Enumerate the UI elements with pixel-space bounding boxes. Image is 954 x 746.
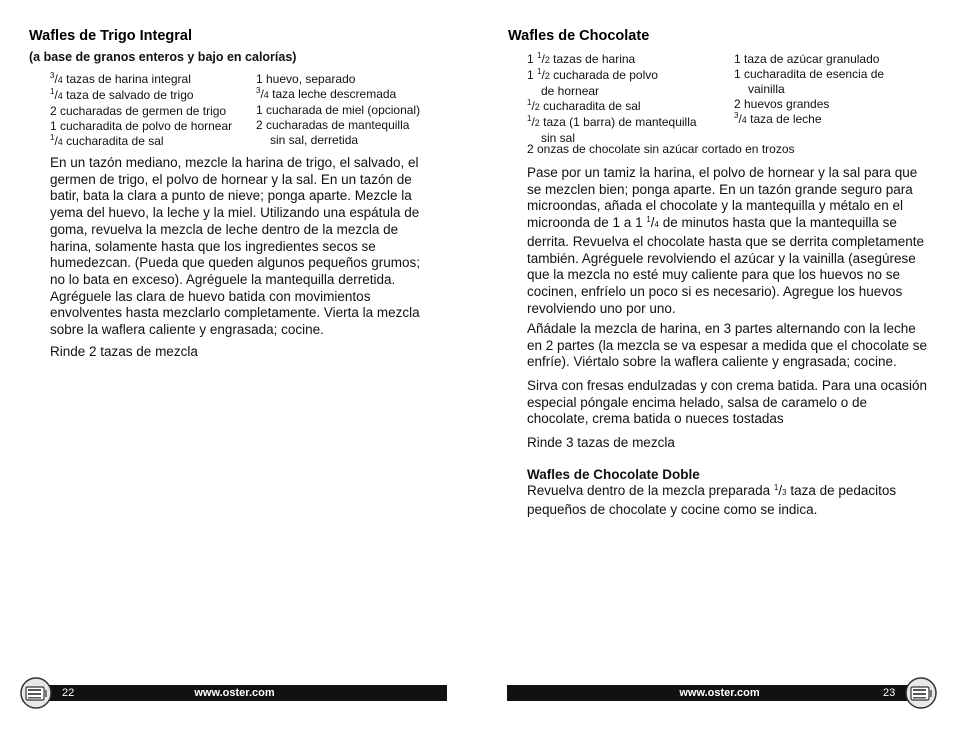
ingredient-text: taza leche descremada [268, 87, 397, 101]
page-number: 22 [62, 687, 75, 699]
ingredient-line [256, 133, 420, 148]
ingredient-line [256, 118, 420, 133]
instructions-paragraph-2: Añádale la mezcla de harina, en 3 partes alternando con la leche en 2 partes (la mezcla se va espesar a medida que el chocolate se enfríe). Viértalo sobre la waflera caliente y engrasada; cocine. [527, 321, 927, 370]
ingredient-line: 2 onzas de chocolate sin azúcar cortado en trozos [527, 142, 795, 156]
ingredient-line [734, 82, 884, 97]
ingredient-whole: 1 [527, 52, 538, 66]
ingredient-text: 1 cucharada de miel (opcional) [256, 103, 421, 117]
ingredient-text: tazas de harina integral [62, 72, 191, 86]
ingredient-line: $^3$/4 tazas de harina integral [50, 71, 191, 86]
right-page [477, 0, 954, 746]
ingredient-chocolate [527, 142, 795, 157]
ingredients-column-2 [256, 72, 420, 148]
ingredient-line: $^1$/2 cucharadita de sal [527, 98, 641, 113]
fraction-numerator: 3 [256, 86, 261, 95]
ingredient-line [734, 52, 884, 67]
yield-text: Rinde 2 tazas de mezcla [50, 344, 198, 359]
footer-bar [22, 685, 447, 701]
ingredient-text: 1 cucharadita de esencia de [734, 67, 885, 81]
ingredient-text: 1 cucharadita de polvo de hornear [50, 119, 233, 133]
ingredient-text: 2 huevos grandes [734, 97, 830, 111]
variation-text-a: Revuelva dentro de la mezcla preparada [527, 483, 774, 498]
footer-bar [507, 685, 932, 701]
ingredient-line [734, 97, 884, 112]
ingredient-text: de hornear [541, 84, 600, 98]
fraction-denominator: 4 [654, 220, 659, 230]
fraction-numerator: 1 [50, 133, 55, 142]
ingredient-line: $^3$/4 taza de leche [734, 111, 822, 126]
fraction-denominator: 2 [544, 71, 550, 81]
ingredient-text: 2 cucharadas de mantequilla [256, 118, 410, 132]
ingredient-line [734, 67, 884, 82]
ingredient-text: taza (1 barra) de mantequilla [539, 115, 697, 129]
para1-text-a: Pase por un tamiz la harina, el polvo de hornear y la sal para que se mezclen bien; ponga aparte. En un tazón grande seguro para microondas, añada el chocolate y la mantequilla y métalo en el microonda de 1 a 1 [527, 165, 918, 231]
variation-text: Revuelva dentro de la mezcla preparada $^1$/3 taza de pedacitos pequeños de chocolate y cocine como se indica. [527, 483, 897, 517]
ingredient-text: cucharadita de sal [62, 134, 164, 148]
fraction-numerator: 1 [646, 215, 651, 225]
fraction-numerator: 1 [773, 483, 779, 492]
instructions-paragraph-1: Pase por un tamiz la harina, el polvo de hornear y la sal para que se mezclen bien; ponga aparte. En un tazón grande seguro para microondas, añada el chocolate y la mantequilla y métalo en el microonda de 1 a 1 $^1$/4 de minutos hasta que la mantequilla se derrita. Revuelva el chocolate hasta que se derrita completamente también. Agréguele revolviendo el azúcar y la vainilla (asegúrese que la mezcla no esté muy caliente para que los huevos no se cocinen, enfríelo un poco si es necesario). Agregue los huevos revolviendo uno por uno. [527, 165, 924, 316]
fraction-numerator: 1 [537, 51, 542, 60]
recipe-title-whole-wheat: Wafles de Trigo Integral [29, 28, 193, 44]
fraction-denominator: 2 [544, 55, 550, 65]
ingredient-text: sin sal [541, 131, 576, 145]
ingredient-line [50, 119, 232, 134]
footer-url: www.oster.com [679, 687, 760, 699]
ingredient-text: cucharada de polvo [549, 68, 658, 82]
fraction-denominator: 3 [782, 488, 787, 497]
ingredient-text: tazas de harina [549, 52, 636, 66]
ingredient-text: vainilla [748, 82, 785, 96]
ingredients-column-1 [527, 52, 697, 146]
ingredient-line: $^1$/4 taza de salvado de trigo [50, 87, 194, 102]
recipe-subtitle: (a base de granos enteros y bajo en calorías) [29, 50, 297, 64]
ingredient-text: 2 cucharadas de germen de trigo [50, 104, 227, 118]
para1-text-b: de minutos hasta que la mantequilla se derrita. Revuelva el chocolate hasta que se derrita completamente también. Agréguele revolviendo el azúcar y la vainilla (asegúrese que la mezcla no esté muy caliente para que los huevos no se cocinen, enfríelo un poco si es necesario). Agregue los huevos revolviendo uno por uno. [527, 215, 924, 316]
ingredient-line [527, 84, 697, 99]
fraction-denominator: 2 [534, 102, 540, 112]
oster-logo-icon [20, 677, 52, 709]
instructions-paragraph: En un tazón mediano, mezcle la harina de trigo, el salvado, el germen de trigo, el polvo de hornear y la sal. En un tazón de batir, bata la clara a punto de nieve; ponga aparte. Mezcle la yema del huevo, la leche y la miel. Utilizando una espátula de goma, revuelva la mezcla de leche dentro de la mezcla de harina, solamente hasta que los ingredientes secos se humedezcan. (Pueda que queden algunos pequeños grumos; no lo bata en exceso). Agréguele la mantequilla derretida. Agréguele las clara de huevo batida con movimientos envolventes hasta mezclarlo completamente. Vierta la mezcla sobre la waflera caliente y engrasada; cocine. [50, 155, 421, 338]
recipe-title-chocolate: Wafles de Chocolate [508, 28, 650, 44]
footer-url: www.oster.com [194, 687, 275, 699]
variation-text-b: taza de pedacitos pequeños de chocolate y cocine como se indica. [527, 483, 897, 517]
ingredient-text: taza de salvado de trigo [62, 88, 194, 102]
yield-text: Rinde 3 tazas de mezcla [527, 435, 675, 450]
ingredient-line: $^3$/4 taza leche descremada [256, 86, 397, 101]
ingredient-line: 1 $^1$/2 cucharada de polvo [527, 67, 658, 82]
fraction-denominator: 4 [57, 75, 63, 85]
fraction-denominator: 2 [534, 118, 540, 128]
fraction-numerator: 1 [50, 87, 55, 96]
ingredient-text: sin sal, derretida [270, 133, 359, 147]
ingredient-line: 1 $^1$/2 tazas de harina [527, 51, 636, 66]
fraction-denominator: 4 [741, 115, 747, 125]
ingredients-column-2 [734, 52, 884, 128]
ingredient-line [256, 72, 420, 87]
fraction-numerator: 1 [527, 114, 532, 123]
fraction-numerator: 3 [50, 71, 55, 80]
ingredient-text: 1 huevo, separado [256, 72, 356, 86]
ingredient-text: taza de leche [746, 112, 822, 126]
ingredients-column-1 [50, 72, 232, 150]
fraction-denominator: 4 [57, 137, 63, 147]
fraction-denominator: 4 [57, 91, 63, 101]
variation-title: Wafles de Chocolate Doble [527, 467, 700, 482]
fraction-numerator: 1 [537, 67, 542, 76]
ingredient-text: 1 taza de azúcar granulado [734, 52, 880, 66]
fraction-numerator: 1 [527, 98, 532, 107]
fraction-denominator: 4 [263, 90, 269, 100]
ingredient-line: $^1$/2 taza (1 barra) de mantequilla [527, 114, 697, 129]
ingredient-line [256, 103, 420, 118]
oster-logo-icon [905, 677, 937, 709]
ingredient-line: $^1$/4 cucharadita de sal [50, 133, 164, 148]
ingredient-text: cucharadita de sal [539, 99, 641, 113]
serving-paragraph: Sirva con fresas endulzadas y con crema batida. Para una ocasión especial póngale encima helado, salsa de caramelo o de chocolate, crema batida o nueces tostadas [527, 378, 927, 427]
ingredient-whole: 1 [527, 68, 538, 82]
ingredient-line [50, 104, 232, 119]
page-number: 23 [883, 687, 896, 699]
fraction-numerator: 3 [734, 111, 739, 120]
